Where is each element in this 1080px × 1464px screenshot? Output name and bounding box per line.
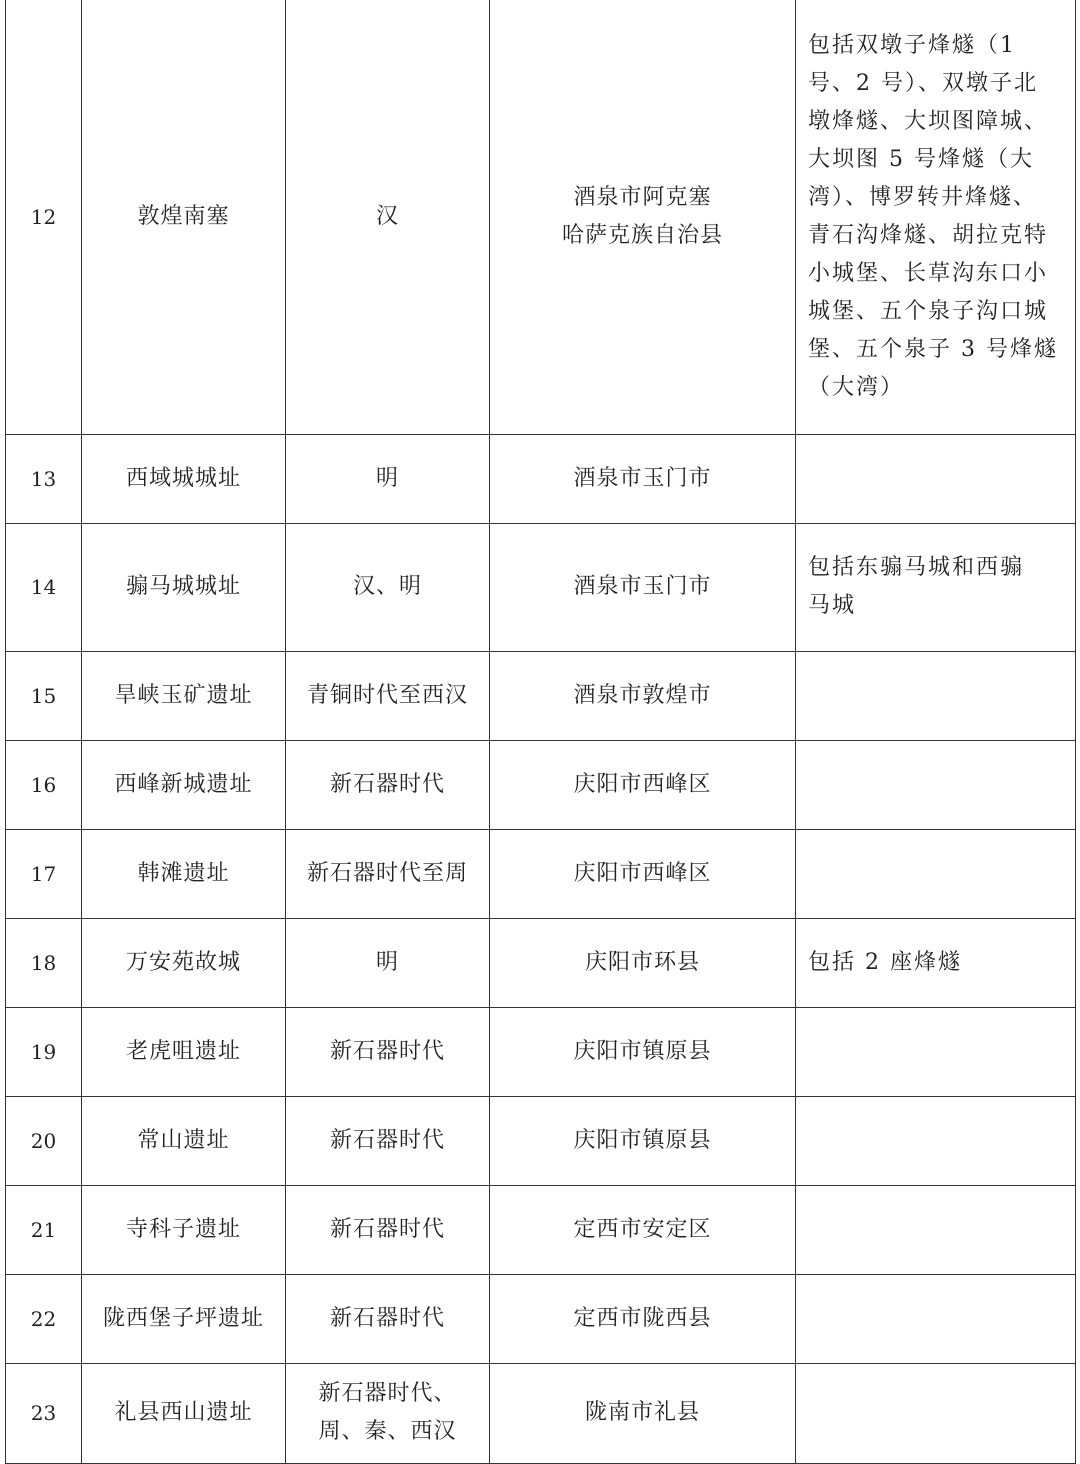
era-cell bbox=[286, 1363, 490, 1463]
era-cell bbox=[286, 740, 490, 829]
location-cell bbox=[490, 523, 796, 651]
note-line: （大湾） bbox=[808, 374, 905, 400]
era-line: 新石器时代 bbox=[329, 1038, 445, 1064]
note-line: 包括东骟马城和西骟 bbox=[808, 555, 1025, 580]
era-line: 明 bbox=[375, 465, 399, 491]
note-cell bbox=[796, 1096, 1076, 1185]
era-line: 明 bbox=[375, 949, 399, 975]
site-name-cell: 旱峡玉矿遗址 bbox=[82, 651, 286, 740]
location-cell bbox=[490, 1096, 796, 1185]
note-cell bbox=[796, 918, 1076, 1007]
location-line: 陇南市礼县 bbox=[584, 1400, 700, 1425]
era-line: 新石器时代 bbox=[329, 1305, 445, 1331]
location-line: 酒泉市玉门市 bbox=[573, 465, 712, 491]
era-cell bbox=[286, 918, 490, 1007]
note-line: 青石沟烽燧、胡拉克特 bbox=[808, 222, 1049, 248]
row-number-cell: 16 bbox=[6, 740, 82, 829]
era-cell bbox=[286, 1185, 490, 1274]
site-name-cell: 敦煌南塞 bbox=[82, 0, 286, 434]
note-line: 马城 bbox=[808, 593, 857, 618]
site-name-cell: 西域城城址 bbox=[82, 434, 286, 523]
note-cell bbox=[796, 1007, 1076, 1096]
site-name-cell: 骟马城城址 bbox=[82, 523, 286, 651]
table-row bbox=[6, 1185, 1076, 1274]
era-cell bbox=[286, 1007, 490, 1096]
table-row bbox=[6, 740, 1076, 829]
site-name-cell: 老虎咀遗址 bbox=[82, 1007, 286, 1096]
era-cell bbox=[286, 523, 490, 651]
location-line: 酒泉市玉门市 bbox=[573, 574, 712, 599]
location-line: 庆阳市西峰区 bbox=[573, 860, 712, 886]
era-line: 青铜时代至西汉 bbox=[306, 682, 468, 708]
site-name-cell: 陇西堡子坪遗址 bbox=[82, 1274, 286, 1363]
era-cell bbox=[286, 651, 490, 740]
location-cell bbox=[490, 918, 796, 1007]
location-cell bbox=[490, 434, 796, 523]
heritage-sites-table bbox=[5, 0, 1076, 1464]
site-name-cell: 西峰新城遗址 bbox=[82, 740, 286, 829]
location-cell bbox=[490, 740, 796, 829]
row-number-cell: 15 bbox=[6, 651, 82, 740]
era-cell bbox=[286, 434, 490, 523]
note-cell bbox=[796, 1363, 1076, 1463]
table-row bbox=[6, 829, 1076, 918]
note-line: 小城堡、长草沟东口小 bbox=[808, 260, 1049, 286]
table-row bbox=[6, 1363, 1076, 1463]
row-number-cell: 14 bbox=[6, 523, 82, 651]
era-cell bbox=[286, 0, 490, 434]
table-body bbox=[6, 0, 1076, 1463]
row-number-cell: 21 bbox=[6, 1185, 82, 1274]
location-line: 哈萨克族自治县 bbox=[561, 222, 723, 248]
note-cell bbox=[796, 740, 1076, 829]
note-line: 大坝图 5 号烽燧（大 bbox=[808, 146, 1034, 172]
location-cell bbox=[490, 0, 796, 434]
row-number-cell: 20 bbox=[6, 1096, 82, 1185]
row-number-cell: 22 bbox=[6, 1274, 82, 1363]
table-row bbox=[6, 1007, 1076, 1096]
site-name-cell: 常山遗址 bbox=[82, 1096, 286, 1185]
era-line: 周、秦、西汉 bbox=[318, 1419, 457, 1444]
location-cell bbox=[490, 651, 796, 740]
location-cell bbox=[490, 1363, 796, 1463]
location-line: 庆阳市西峰区 bbox=[573, 771, 712, 797]
era-line: 汉 bbox=[375, 203, 399, 229]
table-row bbox=[6, 918, 1076, 1007]
era-line: 新石器时代 bbox=[329, 1127, 445, 1153]
row-number-cell: 17 bbox=[6, 829, 82, 918]
row-number-cell: 19 bbox=[6, 1007, 82, 1096]
table-row bbox=[6, 1096, 1076, 1185]
note-line: 堡、五个泉子 3 号烽燧 bbox=[808, 336, 1058, 362]
note-cell bbox=[796, 434, 1076, 523]
table-row bbox=[6, 434, 1076, 523]
era-line: 新石器时代 bbox=[329, 1216, 445, 1242]
note-cell bbox=[796, 1274, 1076, 1363]
note-cell bbox=[796, 829, 1076, 918]
era-cell bbox=[286, 829, 490, 918]
era-cell bbox=[286, 1096, 490, 1185]
note-cell bbox=[796, 1185, 1076, 1274]
location-cell bbox=[490, 1274, 796, 1363]
row-number-cell: 23 bbox=[6, 1363, 82, 1463]
note-line: 湾）、博罗转井烽燧、 bbox=[808, 184, 1038, 210]
table-row bbox=[6, 1274, 1076, 1363]
row-number-cell: 13 bbox=[6, 434, 82, 523]
site-name-cell: 寺科子遗址 bbox=[82, 1185, 286, 1274]
location-line: 庆阳市环县 bbox=[584, 949, 700, 975]
location-line: 定西市安定区 bbox=[573, 1216, 712, 1242]
table-row bbox=[6, 523, 1076, 651]
site-name-cell: 韩滩遗址 bbox=[82, 829, 286, 918]
note-cell bbox=[796, 0, 1076, 434]
location-line: 庆阳市镇原县 bbox=[573, 1127, 712, 1153]
note-line: 包括 2 座烽燧 bbox=[808, 949, 962, 975]
era-cell bbox=[286, 1274, 490, 1363]
table-row bbox=[6, 0, 1076, 434]
site-name-cell: 礼县西山遗址 bbox=[82, 1363, 286, 1463]
era-line: 新石器时代 bbox=[329, 771, 445, 797]
note-cell bbox=[796, 523, 1076, 651]
location-line: 酒泉市阿克塞 bbox=[573, 184, 712, 210]
note-line: 城堡、五个泉子沟口城 bbox=[808, 298, 1049, 324]
era-line: 新石器时代至周 bbox=[306, 860, 468, 886]
row-number-cell: 12 bbox=[6, 0, 82, 434]
location-cell bbox=[490, 1007, 796, 1096]
note-cell bbox=[796, 651, 1076, 740]
table-row bbox=[6, 651, 1076, 740]
location-cell bbox=[490, 1185, 796, 1274]
location-line: 定西市陇西县 bbox=[573, 1305, 712, 1331]
note-line: 号、2 号）、双墩子北 bbox=[808, 70, 1038, 96]
era-line: 新石器时代、 bbox=[318, 1381, 457, 1406]
location-cell bbox=[490, 829, 796, 918]
era-line: 汉、明 bbox=[352, 574, 422, 599]
note-line: 包括双墩子烽燧（1 bbox=[808, 32, 1016, 58]
row-number-cell: 18 bbox=[6, 918, 82, 1007]
location-line: 庆阳市镇原县 bbox=[573, 1038, 712, 1064]
site-name-cell: 万安苑故城 bbox=[82, 918, 286, 1007]
location-line: 酒泉市敦煌市 bbox=[573, 682, 712, 708]
note-line: 墩烽燧、大坝图障城、 bbox=[808, 108, 1049, 134]
